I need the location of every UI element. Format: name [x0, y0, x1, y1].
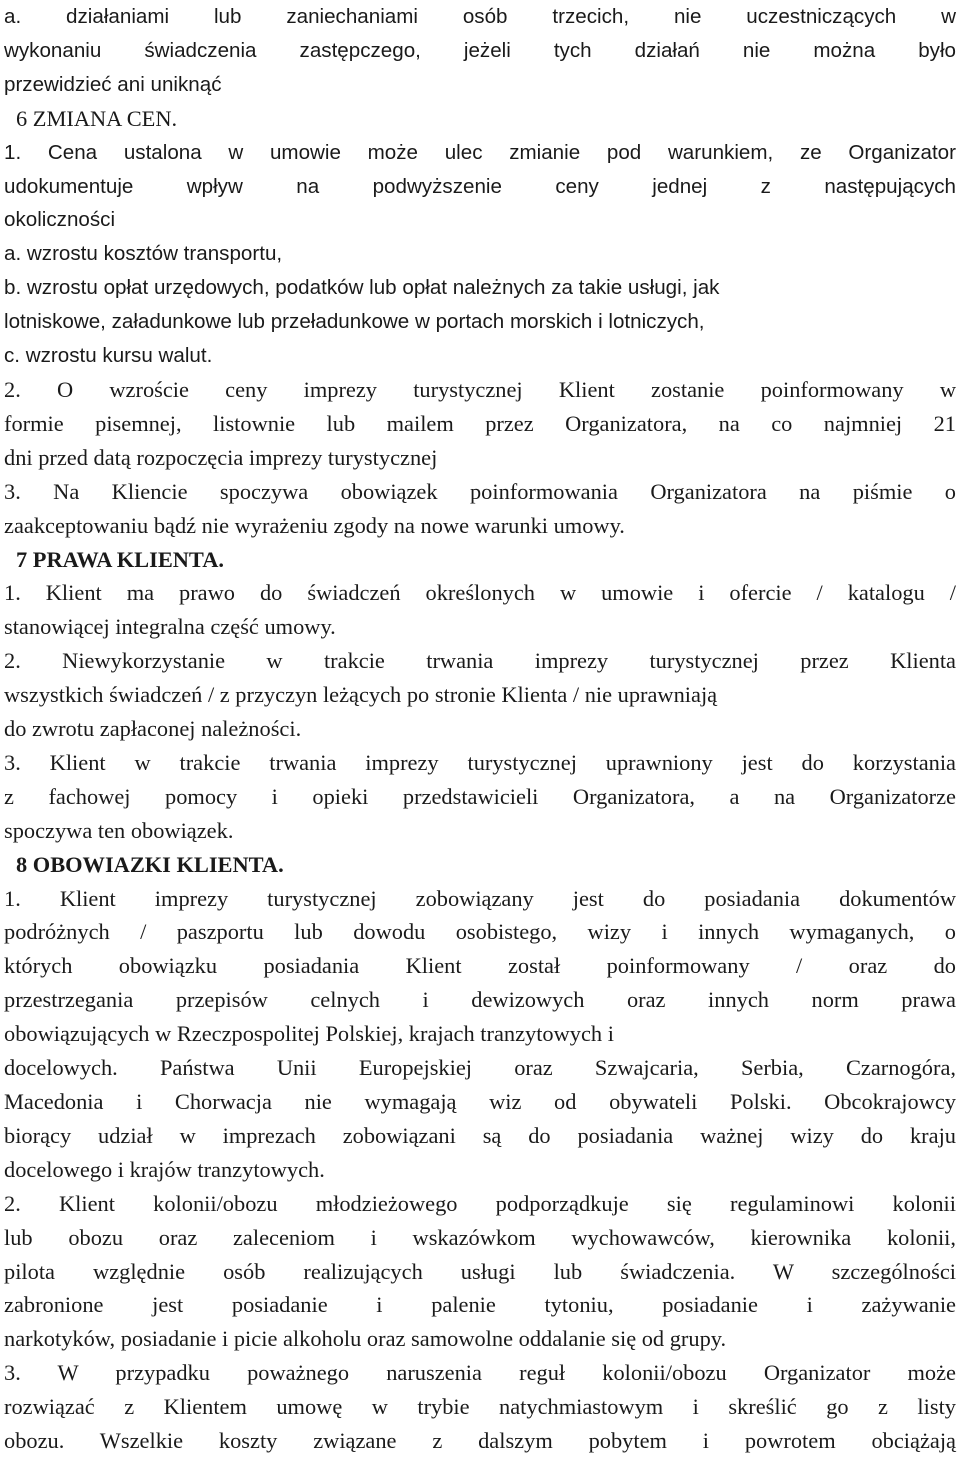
text-line: przewidzieć ani uniknąć: [4, 72, 222, 96]
paragraph: [4, 237, 956, 271]
heading-text: 6 ZMIANA CEN.: [16, 105, 178, 131]
text-line: lotniskowe, załadunkowe lub przeładunkowe w portach morskich i lotniczych,: [4, 310, 705, 334]
paragraph: [4, 0, 956, 102]
text-line: docelowego i krajów tranzytowych.: [4, 1156, 325, 1182]
paragraph: [4, 339, 956, 373]
heading-text: 8 OBOWIAZKI KLIENTA.: [16, 851, 284, 877]
text-line: zabronione jest posiadanie i palenie tytoniu, posiadanie i zażywanie: [4, 1292, 956, 1318]
text-line: podróżnych / paszportu lub dowodu osobistego, wizy i innych wymaganych, o: [4, 919, 956, 945]
text-line: 2. Klient kolonii/obozu młodzieżowego podporządkuje się regulaminowi kolonii: [4, 1190, 956, 1216]
text-line: lub obozu oraz zaleceniom i wskazówkom wychowawców, kierownika kolonii,: [4, 1224, 956, 1250]
text-line: stanowiącej integralna część umowy.: [4, 614, 336, 640]
text-line: 2. O wzroście ceny imprezy turystycznej Klient zostanie poinformowany w: [4, 376, 956, 402]
text-line: formie pisemnej, listownie lub mailem przez Organizatora, na co najmniej 21: [4, 410, 956, 436]
text-line: Macedonia i Chorwacja nie wymagają wiz od obywateli Polski. Obcokrajowcy: [4, 1089, 956, 1114]
paragraph: [4, 1187, 956, 1357]
paragraph: [4, 271, 956, 339]
text-line: wszystkich świadczeń / z przyczyn leżących po stronie Klienta / nie uprawniają: [4, 682, 718, 708]
text-line: b. wzrostu opłat urzędowych, podatków lub opłat należnych za takie usługi, jak: [4, 276, 720, 300]
text-line: c. wzrostu kursu walut.: [4, 344, 213, 368]
text-line: a. wzrostu kosztów transportu,: [4, 242, 283, 266]
text-line: biorący udział w imprezach zobowiązani są do posiadania ważnej wizy do kraju: [4, 1122, 956, 1148]
paragraph: [4, 644, 956, 746]
section-heading: [4, 848, 956, 882]
text-line: docelowych. Państwa Unii Europejskiej oraz Szwajcaria, Serbia, Czarnogóra,: [4, 1055, 956, 1081]
text-line: z fachowej pomocy i opieki przedstawicieli Organizatora, a na Organizatorze: [4, 783, 956, 809]
text-line: obowiązujących w Rzeczpospolitej Polskiej, krajach tranzytowych i: [4, 1021, 614, 1047]
paragraph: [4, 746, 956, 848]
text-line: wykonaniu świadczenia zastępczego, jeżeli tych działań nie można było: [4, 38, 956, 62]
text-line: 1. Cena ustalona w umowie może ulec zmianie pod warunkiem, ze Organizator: [4, 140, 956, 164]
section-heading: [4, 543, 956, 577]
text-line: spoczywa ten obowiązek.: [4, 817, 234, 843]
text-line: 2. Niewykorzystanie w trakcie trwania imprezy turystycznej przez Klienta: [4, 648, 956, 674]
text-line: przestrzegania przepisów celnych i dewizowych oraz innych norm prawa: [4, 987, 956, 1013]
text-line: rozwiązać z Klientem umowę w trybie natychmiastowym i skreślić go z listy: [4, 1394, 956, 1420]
text-line: zaakceptowaniu bądź nie wyrażeniu zgody na nowe warunki umowy.: [4, 512, 625, 538]
section-heading: [4, 102, 956, 136]
text-line: 1. Klient imprezy turystycznej zobowiązany jest do posiadania dokumentów: [4, 885, 956, 911]
text-line: 3. W przypadku poważnego naruszenia reguł kolonii/obozu Organizator może: [4, 1360, 956, 1386]
heading-text: 7 PRAWA KLIENTA.: [16, 546, 224, 572]
paragraph: [4, 882, 956, 1187]
text-line: narkotyków, posiadanie i picie alkoholu oraz samowolne oddalanie się od grupy.: [4, 1326, 727, 1352]
text-line: obozu. Wszelkie koszty związane z dalszym pobytem i powrotem obciążają: [4, 1428, 956, 1454]
text-line: których obowiązku posiadania Klient został poinformowany / oraz do: [4, 953, 956, 979]
paragraph: [4, 373, 956, 475]
paragraph: [4, 475, 956, 543]
text-line: 1. Klient ma prawo do świadczeń określonych w umowie i ofercie / katalogu /: [4, 580, 956, 606]
paragraph: [4, 576, 956, 644]
text-line: do zwrotu zapłaconej należności.: [4, 716, 302, 742]
document-page: [4, 0, 956, 1458]
paragraph: [4, 1356, 956, 1458]
text-line: okoliczności: [4, 208, 116, 232]
text-line: a. działaniami lub zaniechaniami osób trzecich, nie uczestniczących w: [4, 5, 956, 28]
paragraph: [4, 136, 956, 238]
text-line: udokumentuje wpływ na podwyższenie ceny jednej z następujących: [4, 174, 956, 198]
text-line: dni przed datą rozpoczęcia imprezy turystycznej: [4, 444, 438, 470]
text-line: 3. Klient w trakcie trwania imprezy turystycznej uprawniony jest do korzystania: [4, 749, 956, 775]
text-line: 3. Na Kliencie spoczywa obowiązek poinformowania Organizatora na piśmie o: [4, 478, 956, 504]
text-line: pilota względnie osób realizujących usługi lub świadczenia. W szczególności: [4, 1258, 956, 1284]
